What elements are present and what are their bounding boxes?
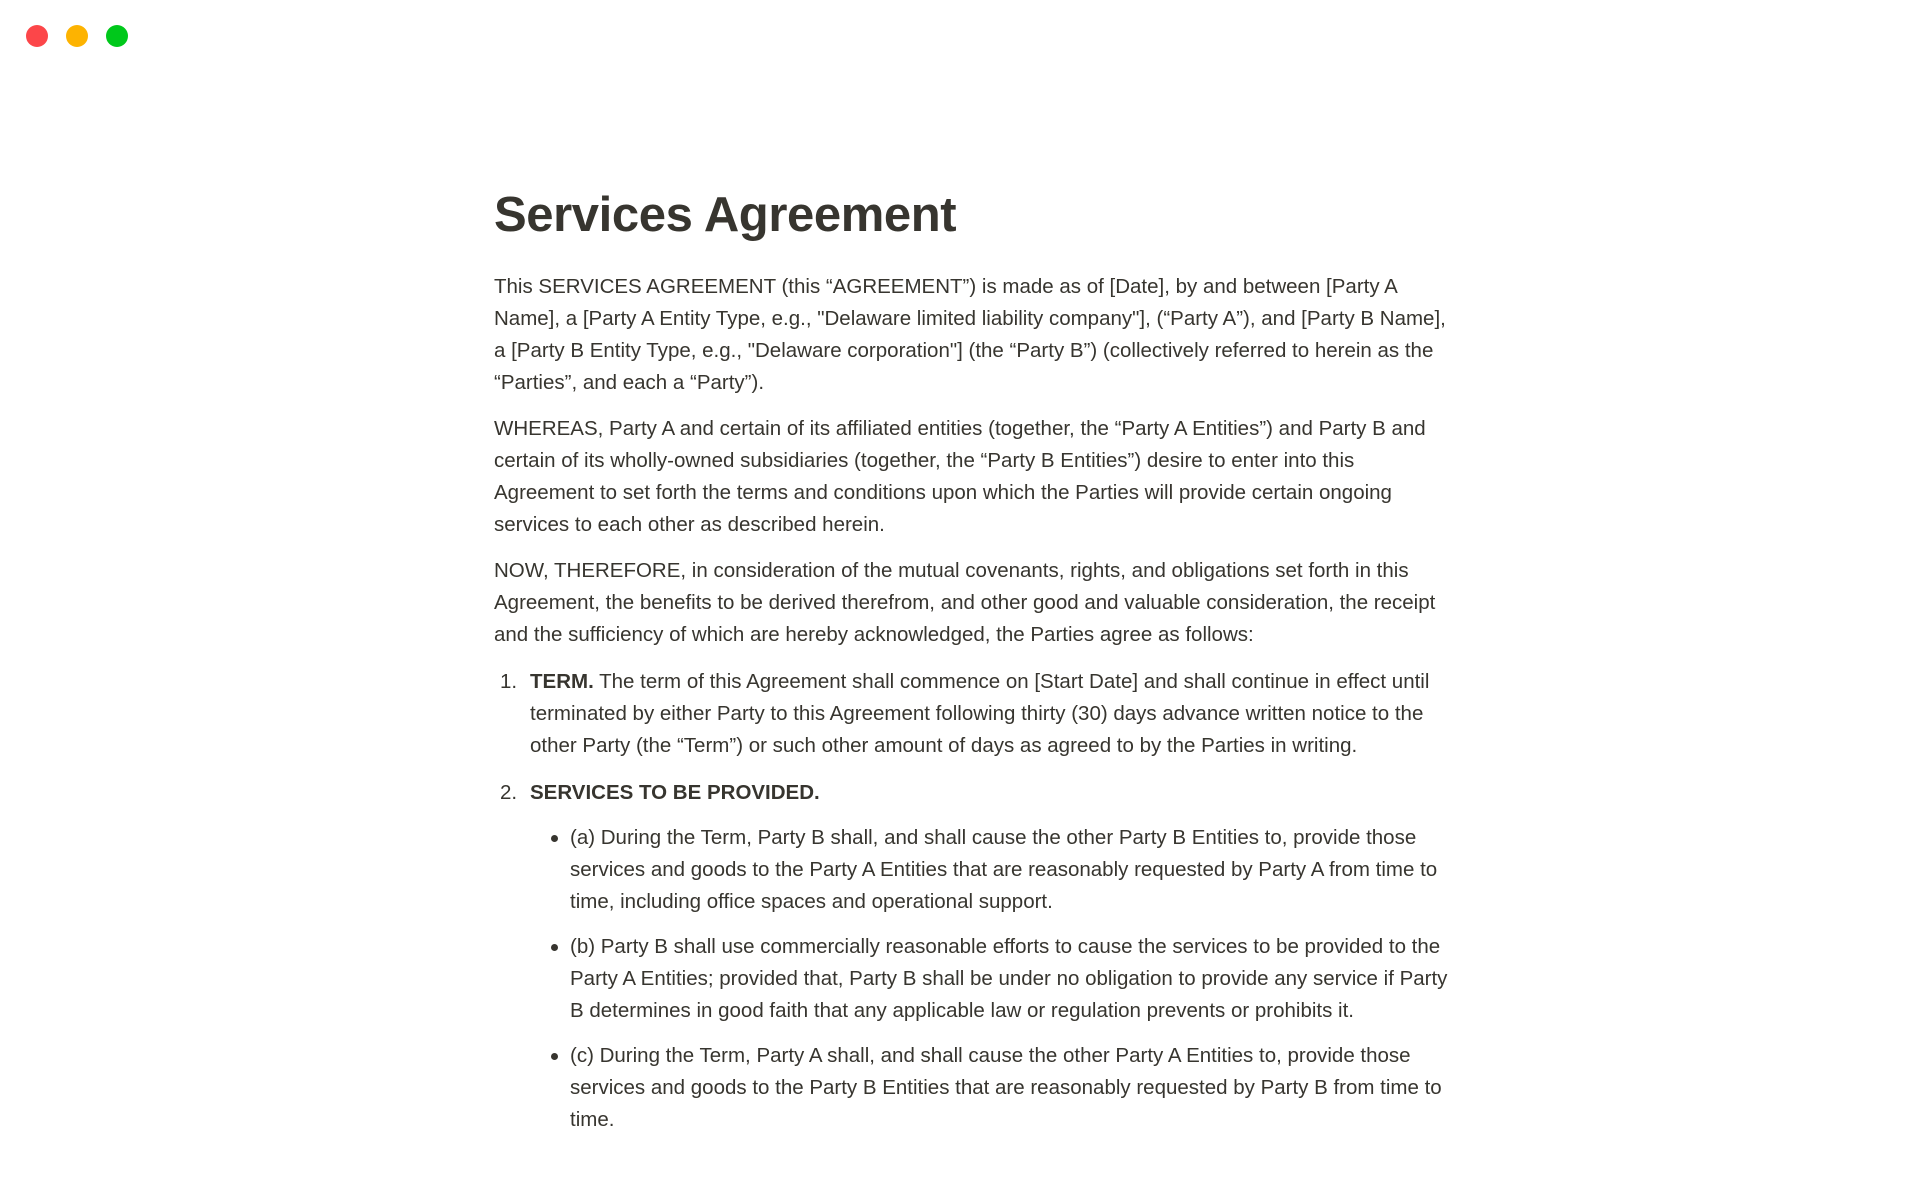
bullet-text: (b) Party B shall use commercially reasonable efforts to cause the services to be provided to the Party A Entities; provided that, Party B shall be under no obligation to provide any service if Party B determines in good faith that any applicable law or regulation prevents or prohibits it.	[570, 934, 1448, 1022]
bullet-icon	[551, 1040, 570, 1136]
term-body-text: The term of this Agreement shall commence on [Start Date] and shall continue in effect until terminated by either Party to this Agreement following thirty (30) days advance written notice to the other Party (the “Term”) or such other amount of days as agreed to by the Parties in writing.	[530, 669, 1430, 757]
zoom-button[interactable]	[106, 25, 128, 47]
term-heading: TERM.	[530, 669, 594, 693]
close-button[interactable]	[26, 25, 48, 47]
document-body	[494, 186, 1452, 1136]
list-item-text	[530, 777, 1452, 809]
list-item-services	[494, 777, 1452, 809]
bullet-item-a	[494, 822, 1452, 918]
bullet-text: (a) During the Term, Party B shall, and shall cause the other Party B Entities to, provide those services and goods to the Party A Entities that are reasonably requested by Party A from time to time, including office spaces and operational support.	[570, 825, 1438, 913]
page-title: Services Agreement	[494, 188, 957, 242]
services-heading: SERVICES TO BE PROVIDED.	[530, 780, 820, 804]
bullet-item-c	[494, 1040, 1452, 1136]
minimize-button[interactable]	[66, 25, 88, 47]
bullet-text: (c) During the Term, Party A shall, and shall cause the other Party A Entities to, provide those services and goods to the Party B Entities that are reasonably requested by Party B from time to time.	[570, 1043, 1442, 1131]
whereas-paragraph: WHEREAS, Party A and certain of its affiliated entities (together, the “Party A Entities”) and Party B and certain of its wholly-owned subsidiaries (together, the “Party B Entities”) desire to enter into this Agreement to set forth the terms and conditions upon which the Parties will provide certain ongoing services to each other as described herein.	[494, 416, 1426, 536]
list-item-text	[530, 666, 1452, 762]
bullet-icon	[551, 931, 570, 1027]
bullet-icon	[551, 822, 570, 918]
intro-paragraph: This SERVICES AGREEMENT (this “AGREEMENT”) is made as of [Date], by and between [Party A Name], a [Party A Entity Type, e.g., "Delaware limited liability company"], (“Party A”), and [Party B Name], a [Party B Entity Type, e.g., "Delaware corporation"] (the “Party B”) (collectively referred to herein as the “Parties”, and each a “Party”).	[494, 274, 1446, 394]
list-number: 1.	[500, 669, 518, 693]
bullet-item-b	[494, 931, 1452, 1027]
window-controls	[26, 25, 128, 47]
now-therefore-paragraph: NOW, THEREFORE, in consideration of the mutual covenants, rights, and obligations set forth in this Agreement, the benefits to be derived therefrom, and other good and valuable consideration, the receipt and the sufficiency of which are hereby acknowledged, the Parties agree as follows:	[494, 558, 1436, 646]
list-item-term	[494, 666, 1452, 762]
list-number: 2.	[500, 780, 518, 804]
